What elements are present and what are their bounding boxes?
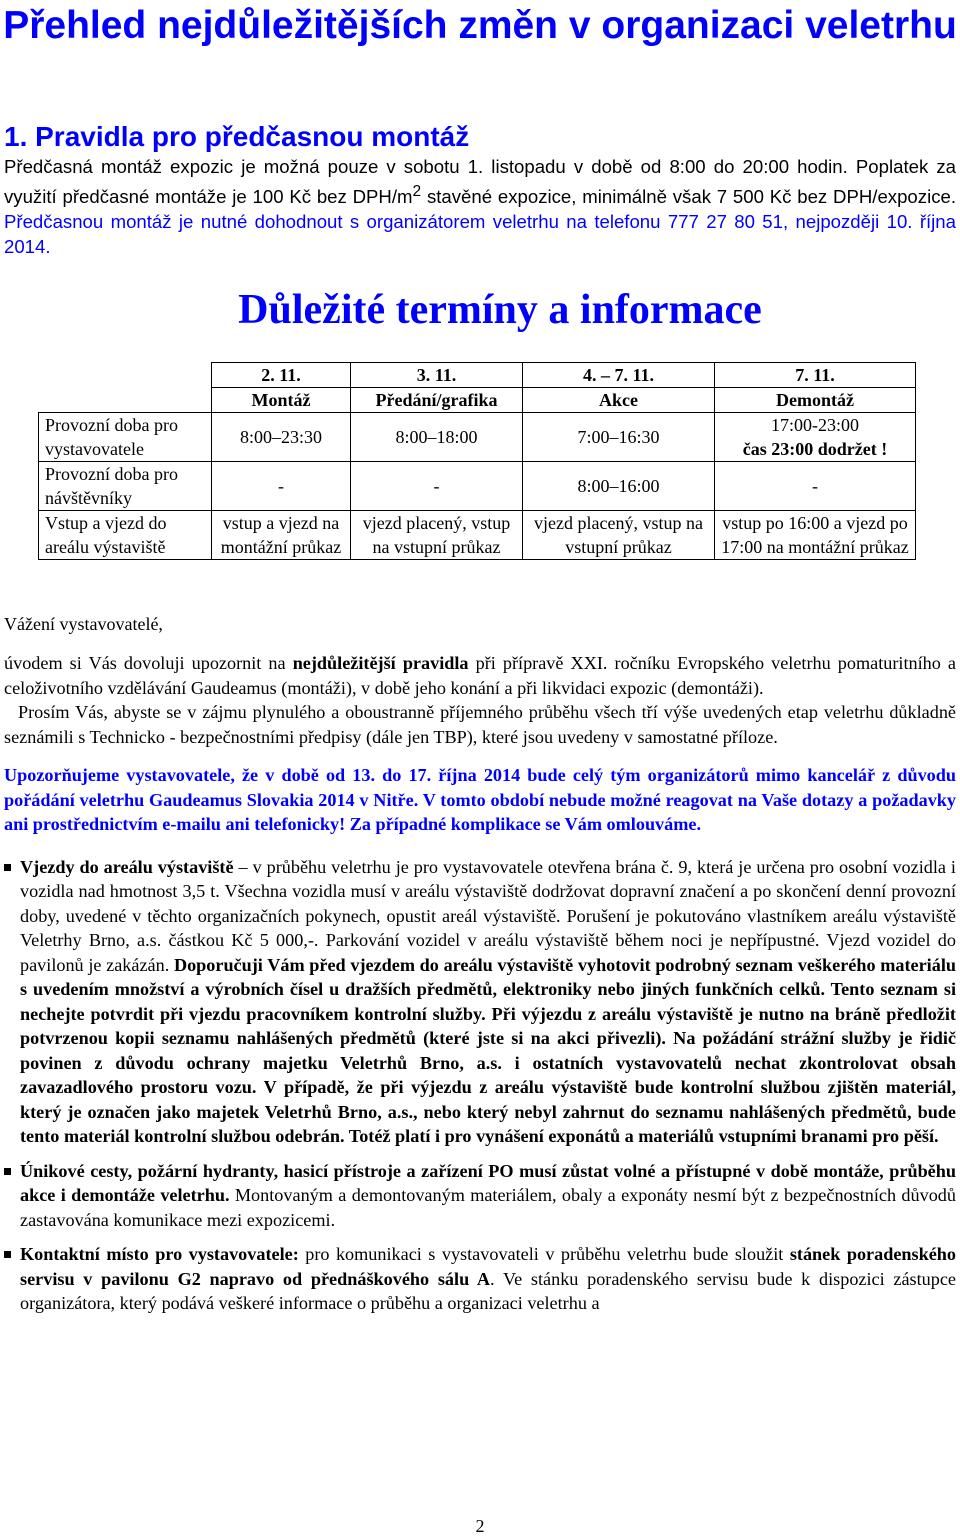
phase-header: Akce	[523, 388, 715, 413]
table-row	[39, 462, 916, 511]
rule-text: pro komunikaci s vystavovateli v průběhu veletrhu bude sloužit	[298, 1244, 790, 1264]
salutation: Vážení vystavovatelé,	[4, 614, 163, 634]
page-title: Přehled nejdůležitějších změn v organizaci veletrhu	[3, 4, 957, 47]
square-bullet-icon	[4, 864, 11, 871]
table-cell: 8:00–18:00	[351, 413, 523, 462]
table-row	[39, 511, 916, 560]
early-assembly-contact: Předčasnou montáž je nutné dohodnout s organizátorem veletrhu na telefonu 777 27 80 51, nejpozději 10. října 2014.	[4, 211, 956, 258]
dismantle-hours: 17:00-23:00	[771, 415, 859, 435]
list-item	[4, 1242, 956, 1316]
section-heading: 1. Pravidla pro předčasnou montáž	[4, 121, 470, 152]
table-cell: 7:00–16:30	[523, 413, 715, 462]
schedule-table	[38, 362, 916, 560]
phase-header: Demontáž	[715, 388, 916, 413]
date-cell: 4. – 7. 11.	[523, 363, 715, 388]
rule-emphasis: stánek poradenského servisu v pavilonu G2 napravo od přednáškového sálu A	[20, 1244, 956, 1289]
square-bullet-icon	[4, 1251, 11, 1258]
rule-emphasis: Doporučuji Vám před vjezdem do areálu výstaviště vyhotovit podrobný seznam veškerého materiálu s uvedením množství a výrobních čísel u dražších předmětů, elektroniky nebo jiných funkčních celků. Tento seznam si nechejte potvrdit při vjezdu pracovníkem kontrolní služby. Při výjezdu z areálu výstaviště je nutno na bráně předložit potvrzenou kopii seznamu nahlášených předmětů (které jste si na akci přivezli). Na požádání strážní služby je řidič povinen z důvodu ochrany majetku Veletrhů Brno, a.s. i ostatních vystavovatelů nechat zkontrolovat obsah zavazadlového prostoru vozu. V případě, že při výjezdu z areálu výstaviště bude kontrolní službou zjištěn materiál, který je označen jako majetek Veletrhů Brno, a.s., nebo který nebyl zahrnut do seznamu nahlášených předmětů, bude tento materiál kontrolní službou odebrán. Totéž platí i pro vynášení exponátů a materiálů vstupními branami pro pěší.	[20, 954, 956, 1146]
important-dates-title-text: Důležité termíny a informace	[238, 287, 762, 333]
fee-unit-superscript: 2	[412, 183, 422, 200]
table-cell: -	[212, 462, 351, 511]
rule-text-rest: . Ve stánku poradenského servisu bude k dispozici zástupce organizátora, který podává veškeré informace o průběhu a organizaci veletrhu a	[20, 1268, 956, 1313]
early-assembly-date: Předčasná montáž expozic je možná pouze v sobotu 1. listopadu v době od 8:00 do 20:00 hodin.	[4, 156, 848, 177]
intro-text-rest: při přípravě XXI. ročníku Evropského veletrhu pomaturitního a celoživotního vzdělávání Gaudeamus (montáži), v době jeho konání a při likvidaci expozic (demontáži).	[4, 653, 956, 698]
intro-emphasis: nejdůležitější pravidla	[292, 653, 469, 673]
letter-body	[4, 651, 956, 1326]
list-item	[4, 855, 956, 1149]
table-cell: 8:00–16:00	[523, 462, 715, 511]
rule-text: Montovaným a demontovaným materiálem, obaly a exponáty nesmí být z bezpečnostních důvodů zastavována komunikace mezi expozicemi.	[20, 1185, 956, 1230]
rule-title: Vjezdy do areálu výstaviště	[20, 856, 234, 877]
tbp-paragraph: Prosím Vás, abyste se v zájmu plynulého a oboustranně příjemného průběhu všech tří výše uvedených etap veletrhu důkladně seznámili s Technicko - bezpečnostními předpisy (dále jen TBP), které jsou uvedeny v samostatné příloze.	[4, 702, 956, 747]
early-assembly-fee: Poplatek za využití předčasné montáže je 100 Kč bez DPH/m	[4, 156, 956, 208]
intro-paragraph	[4, 651, 956, 700]
date-cell: 7. 11.	[715, 363, 916, 388]
rule-title: Kontaktní místo pro vystavovatele:	[20, 1244, 299, 1264]
table-cell	[715, 413, 916, 462]
important-dates-title	[0, 283, 960, 337]
rule-text: – v průběhu veletrhu je pro vystavovatele otevřena brána č. 9, která je určena pro osobní vozidla i vozidla nad hmotnost 3,5 t. Všechna vozidla musí v areálu výstaviště dodržovat dopravní značení a po skončení denní provozní doby, uvedené v těchto organizačních pokynech, opustit areál výstaviště. Porušení je pokutováno vlastníkem areálu výstaviště Veletrhy Brno, a.s. částkou Kč 5 000,-. Parkování vozidel v areálu výstaviště během noci je nepřípustné. Vjezd vozidel do pavilonů je zakázán.	[20, 856, 956, 975]
page-number: 2	[475, 1516, 485, 1536]
dismantle-warning: čas 23:00 dodržet !	[742, 439, 888, 459]
list-item	[4, 1159, 956, 1233]
early-assembly-text	[4, 154, 956, 259]
early-assembly-section	[4, 120, 956, 259]
phase-header-row	[39, 388, 916, 413]
corner-cell	[39, 388, 212, 413]
office-closure-notice: Upozorňujeme vystavovatele, že v době od 13. do 17. října 2014 bude celý tým organizátorů mimo kancelář z důvodu pořádání veletrhu Gaudeamus Slovakia 2014 v Nitře. V tomto období nebude možné reagovat na Vaše dotazy a požadavky ani prostřednictvím e-mailu ani telefonicky! Za případné komplikace se Vám omlouváme.	[4, 765, 956, 834]
date-cell: 3. 11.	[351, 363, 523, 388]
rules-list	[4, 855, 956, 1316]
intro-text: úvodem si Vás dovoluji upozornit na	[4, 653, 293, 673]
date-cell: 2. 11.	[212, 363, 351, 388]
table-cell: -	[351, 462, 523, 511]
phase-header: Předání/grafika	[351, 388, 523, 413]
phase-header: Montáž	[212, 388, 351, 413]
square-bullet-icon	[4, 1168, 11, 1175]
table-cell: vstup po 16:00 a vjezd po 17:00 na montážní průkaz	[715, 511, 916, 560]
table-cell: vjezd placený, vstup na vstupní průkaz	[523, 511, 715, 560]
table-cell: vjezd placený, vstup na vstupní průkaz	[351, 511, 523, 560]
rule-title: Únikové cesty, požární hydranty, hasicí přístroje a zařízení PO musí zůstat volné a přístupné v době montáže, průběhu akce i demontáže veletrhu.	[20, 1160, 956, 1205]
dates-row	[39, 363, 916, 388]
table-cell: vstup a vjezd na montážní průkaz	[212, 511, 351, 560]
table-cell: -	[715, 462, 916, 511]
early-assembly-fee-rest: stavěné expozice, minimálně však 7 500 Kč bez DPH/expozice.	[421, 186, 957, 208]
row-label: Provozní doba pro vystavovatele	[39, 413, 212, 462]
table-cell: 8:00–23:30	[212, 413, 351, 462]
row-label: Provozní doba pro návštěvníky	[39, 462, 212, 511]
table-row	[39, 413, 916, 462]
corner-cell	[39, 363, 212, 388]
row-label: Vstup a vjezd do areálu výstaviště	[39, 511, 212, 560]
